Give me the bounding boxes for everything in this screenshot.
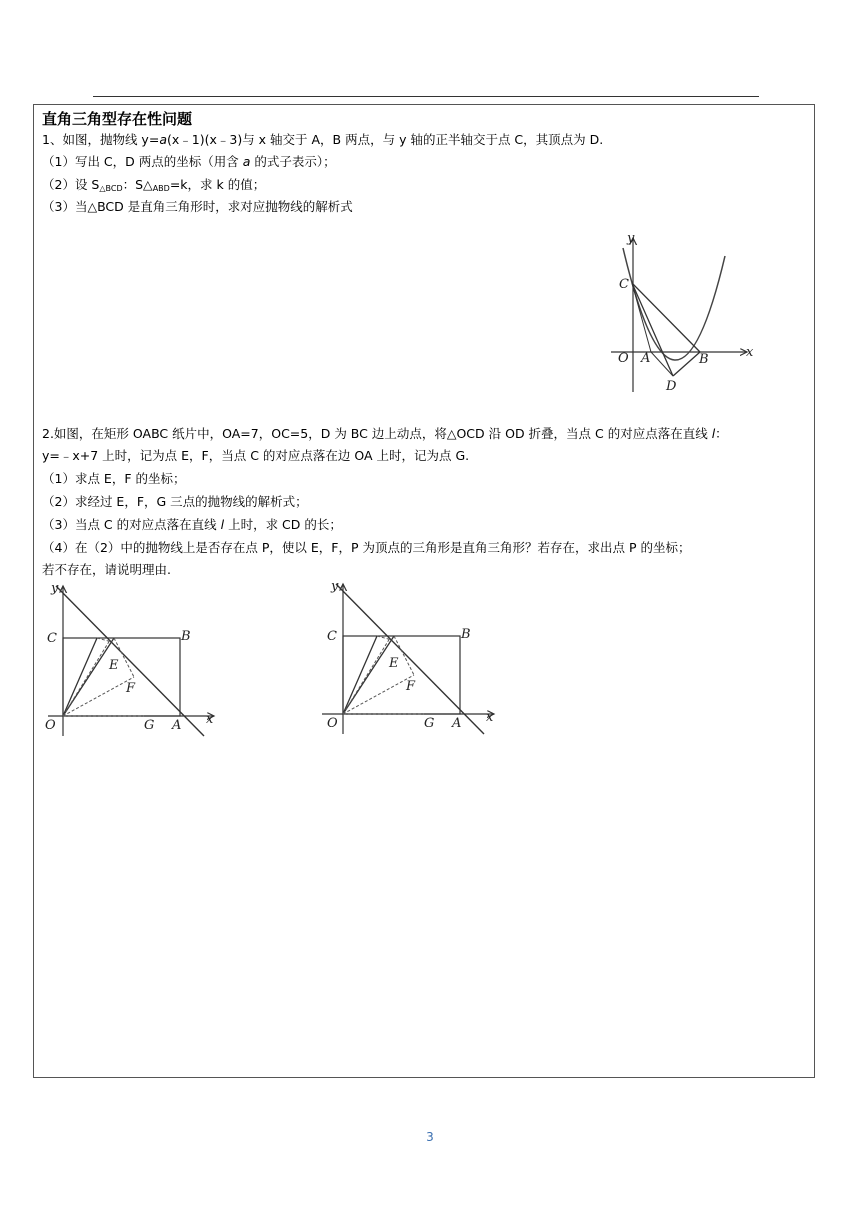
q1-stem-text-b: (x﹣1)(x﹣3)与 x 轴交于 A，B 两点，与 y 轴的正半轴交于点 C，其顶点为 D. xyxy=(166,132,604,147)
rectangle-fold-figure-right xyxy=(322,580,497,738)
q1-part2-sub1: △BCD xyxy=(99,184,123,193)
q2-stem-text-b: ： xyxy=(715,426,728,441)
q2-part3-var: l xyxy=(220,517,225,532)
section-title: 直角三角型存在性问题 xyxy=(42,110,193,128)
fig2r-label-e: E xyxy=(389,656,399,671)
q1-part2 xyxy=(42,176,265,198)
dashed-of xyxy=(63,677,134,716)
rectangle-fold-figure-left xyxy=(42,580,217,738)
fig2l-label-x: x xyxy=(206,712,214,727)
line-l xyxy=(336,584,484,734)
fig1-label-y: y xyxy=(627,231,635,246)
q2-stem-var: l xyxy=(711,426,716,441)
fig2r-label-g: G xyxy=(424,716,435,731)
q2-part3-text-a: （3）当点 C 的对应点落在直线 xyxy=(42,517,221,532)
q2-part4-line2: 若不存在，请说明理由. xyxy=(42,562,171,577)
fold-line-1 xyxy=(63,638,97,716)
q1-part1-text-a: （1）写出 C，D 两点的坐标（用含 xyxy=(42,154,243,169)
q2-stem-text-a: 2.如图，在矩形 OABC 纸片中，OA=7，OC=5，D 为 BC 边上动点，将△OCD 沿 OD 折叠，当点 C 的对应点落在直线 xyxy=(42,426,712,441)
q2-stem-line1 xyxy=(42,425,728,443)
fig2r-label-o: O xyxy=(327,716,338,731)
q1-part2-sub2: ABD xyxy=(152,184,170,193)
fig1-label-x: x xyxy=(746,345,754,360)
page-number: 3 xyxy=(426,1130,434,1144)
segment-cb xyxy=(632,283,700,352)
fig2r-label-y: y xyxy=(331,580,339,594)
fig2l-label-b: B xyxy=(181,629,191,644)
fold-line-1 xyxy=(343,636,377,714)
fig2r-label-b: B xyxy=(461,627,471,642)
fig2l-label-y: y xyxy=(51,581,59,596)
dashed-of xyxy=(343,675,414,714)
fig1-label-d: D xyxy=(666,379,677,394)
q2-part4-line1: （4）在（2）中的抛物线上是否存在点 P，使以 E，F，P 为顶点的三角形是直角三角形？若存在，求出点 P 的坐标； xyxy=(42,540,691,555)
q2-stem-line2: y=﹣x+7 上时，记为点 E，F，当点 C 的对应点落在边 OA 上时，记为点 G. xyxy=(42,448,470,463)
fig2r-label-c: C xyxy=(327,629,337,644)
q1-part1-text-b: 的式子表示）； xyxy=(250,154,336,169)
fig1-label-c: C xyxy=(619,277,629,292)
fig2l-label-f: F xyxy=(126,681,136,696)
q2-part1: （1）求点 E，F 的坐标； xyxy=(42,471,186,486)
fig2l-label-a: A xyxy=(172,718,182,733)
q1-part2-text-b: ：S△ xyxy=(122,177,153,192)
q1-part3: （3）当△BCD 是直角三角形时，求对应抛物线的解析式 xyxy=(42,199,353,214)
q1-stem-var: a xyxy=(159,132,167,147)
q1-stem-text-a: 1、如图，抛物线 y= xyxy=(42,132,160,147)
q1-part2-text-c: =k，求 k 的值； xyxy=(169,177,266,192)
parabola-figure xyxy=(605,228,760,396)
fig2r-label-a: A xyxy=(452,716,462,731)
q2-part3-text-b: 上时，求 CD 的长； xyxy=(224,517,342,532)
fig2l-label-c: C xyxy=(47,631,57,646)
fig2r-label-x: x xyxy=(486,710,494,725)
fig2l-label-e: E xyxy=(109,658,119,673)
q2-part3 xyxy=(42,516,342,534)
fig1-label-o: O xyxy=(618,351,629,366)
header-rule xyxy=(93,96,759,97)
fig2l-label-g: G xyxy=(144,718,155,733)
q1-stem xyxy=(42,131,603,149)
q1-part2-text-a: （2）设 S xyxy=(42,177,100,192)
q1-part1-var: a xyxy=(242,154,251,169)
q1-part1 xyxy=(42,153,336,171)
fig2l-label-o: O xyxy=(45,718,56,733)
fig1-label-a: A xyxy=(641,351,651,366)
line-l xyxy=(56,586,204,736)
segment-cd xyxy=(632,283,673,376)
fold-line-2 xyxy=(63,638,114,716)
fig1-label-b: B xyxy=(699,352,709,367)
segment-ad xyxy=(651,352,673,376)
fold-line-2 xyxy=(343,636,394,714)
fig2r-label-f: F xyxy=(406,679,416,694)
q2-part2: （2）求经过 E，F，G 三点的抛物线的解析式； xyxy=(42,494,308,509)
